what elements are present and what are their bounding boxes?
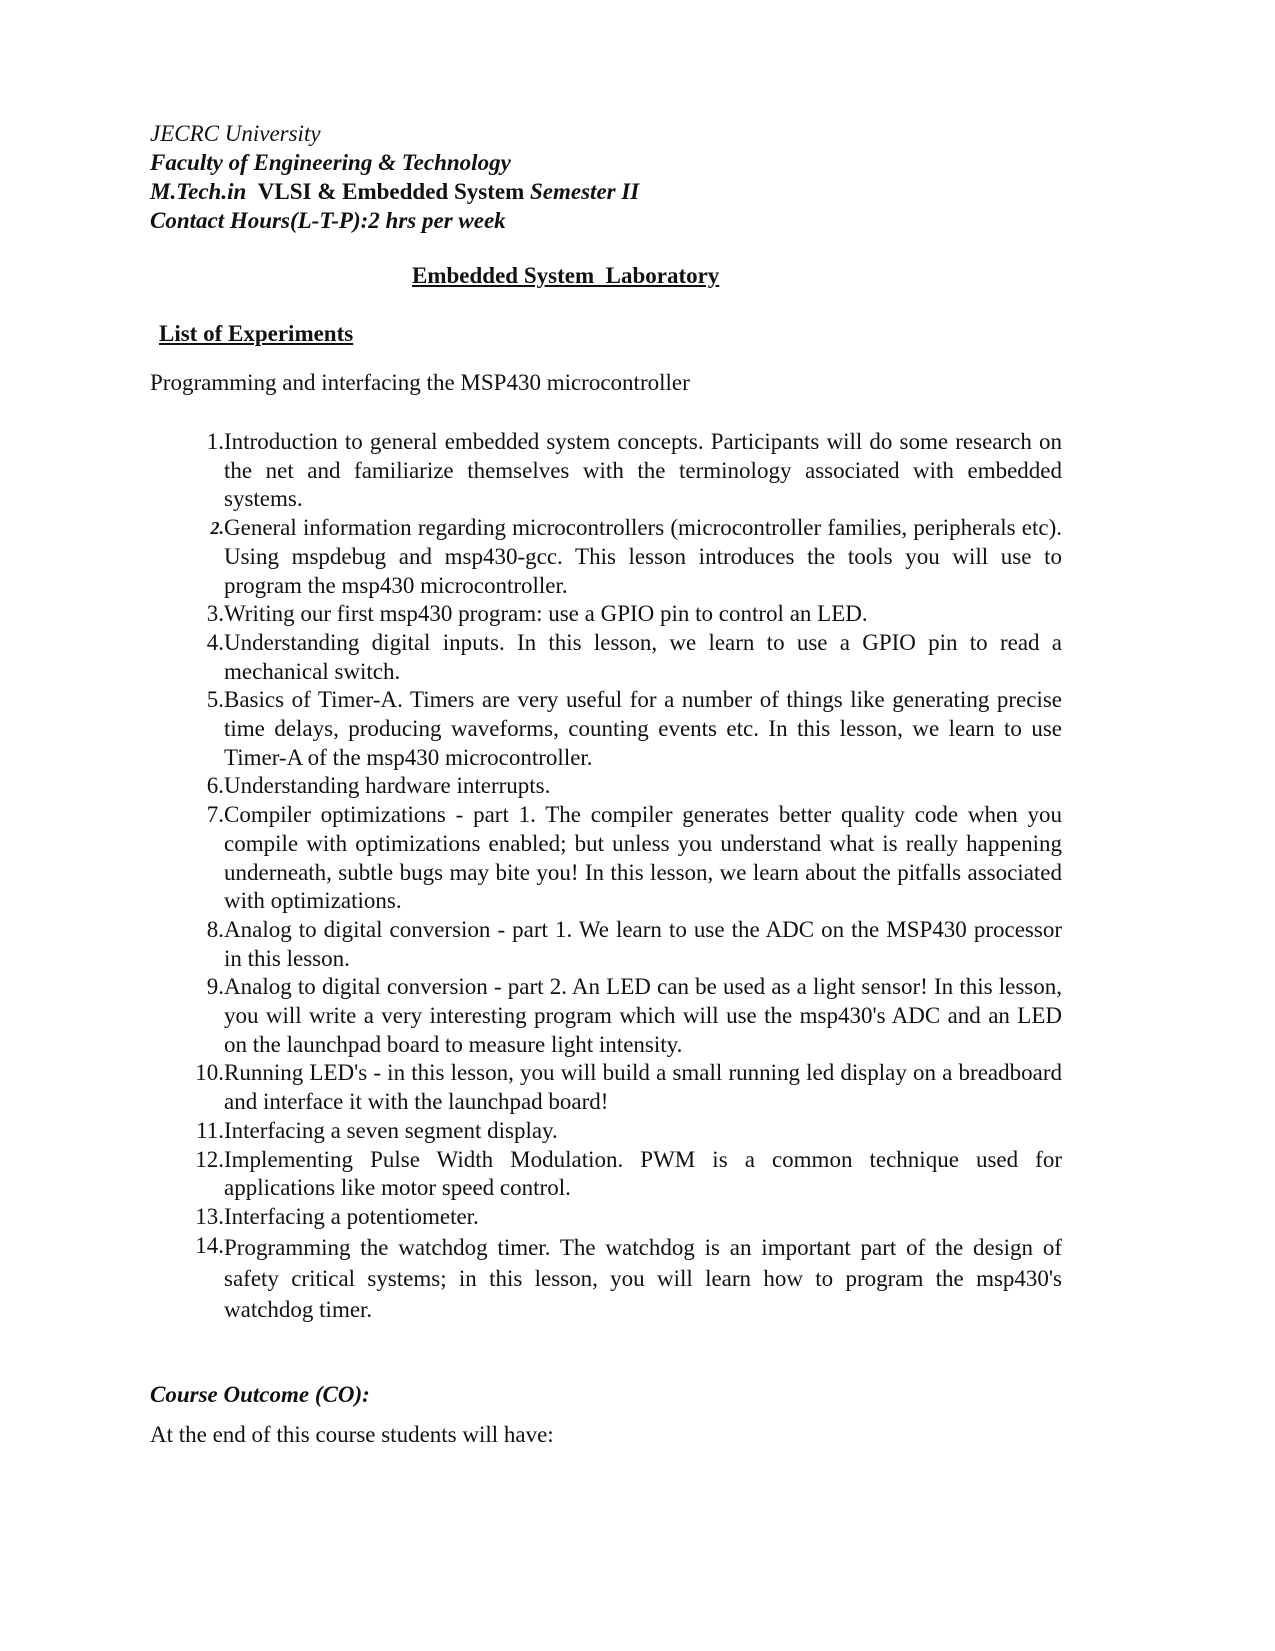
list-item-number: 10. [195, 1060, 224, 1086]
list-item-number: 1. [206, 429, 224, 454]
experiment-list [150, 428, 1062, 1325]
list-item [150, 629, 1062, 686]
list-item-text: Running LED's - in this lesson, you will build a small running led display on a breadboard and interface it with the launchpad board! [224, 1060, 1062, 1115]
list-item-text: Compiler optimizations - part 1. The compiler generates better quality code when you compile with optimizations enabled; but unless you understand what is really happening underneath, subtle bugs may bite you! In this lesson, we learn about the pitfalls associated with optimizations. [224, 802, 1062, 914]
list-item-number: 13. [195, 1203, 224, 1229]
course-header [150, 119, 639, 235]
list-item-text: Interfacing a seven segment display. [224, 1117, 558, 1143]
list-item-text: Implementing Pulse Width Modulation. PWM is a common technique used for applications like motor speed control. [224, 1146, 1062, 1201]
program-name: VLSI & Embedded System [257, 179, 525, 204]
lab-title: Embedded System Laboratory [412, 263, 720, 288]
list-item-text: Introduction to general embedded system concepts. Participants will do some research on the net and familiarize themselves with the terminology associated with embedded systems. [224, 429, 1062, 512]
faculty-name: Faculty of Engineering & Technology [150, 150, 511, 175]
intro-text: Programming and interfacing the MSP430 microcontroller [150, 370, 690, 395]
list-item-number: 2. [210, 518, 224, 539]
list-item-text: Analog to digital conversion - part 1. We learn to use the ADC on the MSP430 processor in this lesson. [224, 916, 1062, 971]
list-item [150, 600, 1062, 629]
list-item-number: 5. [206, 687, 224, 713]
list-item-text: Writing our first msp430 program: use a GPIO pin to control an LED. [224, 601, 868, 627]
list-item [150, 428, 1062, 514]
list-item [150, 1203, 1062, 1232]
contact-hours: Contact Hours(L-T-P):2 hrs per week [150, 208, 506, 233]
list-item [150, 1117, 1062, 1146]
list-item-text: Understanding hardware interrupts. [224, 773, 551, 799]
list-item [150, 1059, 1062, 1116]
list-item-number: 14. [195, 1232, 224, 1258]
list-item-number: 7. [206, 802, 224, 828]
list-item-number: 12. [195, 1146, 224, 1172]
list-item-text: Analog to digital conversion - part 2. An LED can be used as a light sensor! In this lesson, you will write a very interesting program which will use the msp430's ADC and an LED on the launchpad board to measure light intensity. [224, 974, 1062, 1057]
list-item [150, 686, 1062, 772]
list-item-number: 4. [206, 629, 224, 655]
list-item [150, 1232, 1062, 1325]
list-item [150, 801, 1062, 916]
semester: Semester II [530, 179, 640, 204]
course-outcome-text: At the end of this course students will have: [150, 1422, 554, 1447]
program-line [150, 177, 639, 206]
list-heading: List of Experiments [159, 321, 354, 346]
list-item [150, 772, 1062, 801]
list-item-number: 6. [206, 773, 224, 799]
list-item [150, 1146, 1062, 1203]
list-item [150, 973, 1062, 1059]
list-item-text: Understanding digital inputs. In this lesson, we learn to use a GPIO pin to read a mechanical switch. [224, 629, 1062, 684]
list-item-number: 11. [196, 1117, 224, 1143]
list-item-text: Programming the watchdog timer. The watchdog is an important part of the design of safety critical systems; in this lesson, you will learn how to program the msp430's watchdog timer. [224, 1234, 1062, 1322]
list-item-text: Interfacing a potentiometer. [224, 1203, 479, 1229]
list-item [150, 514, 1062, 600]
program-prefix: M.Tech.in [150, 179, 247, 204]
university-name: JECRC University [150, 121, 321, 146]
list-item-number: 9. [206, 974, 224, 1000]
list-item-text: General information regarding microcontrollers (microcontroller families, peripherals etc). Using mspdebug and msp430-gcc. This lesson introduces the tools you will use to program the msp430 microcontroller. [224, 515, 1062, 598]
list-item-number: 3. [206, 601, 224, 627]
list-item-text: Basics of Timer-A. Timers are very useful for a number of things like generating precise time delays, producing waveforms, counting events etc. In this lesson, we learn to use Timer-A of the msp430 microcontroller. [224, 687, 1062, 770]
course-outcome-heading: Course Outcome (CO): [150, 1382, 370, 1407]
list-item [150, 916, 1062, 973]
list-item-number: 8. [206, 916, 224, 942]
